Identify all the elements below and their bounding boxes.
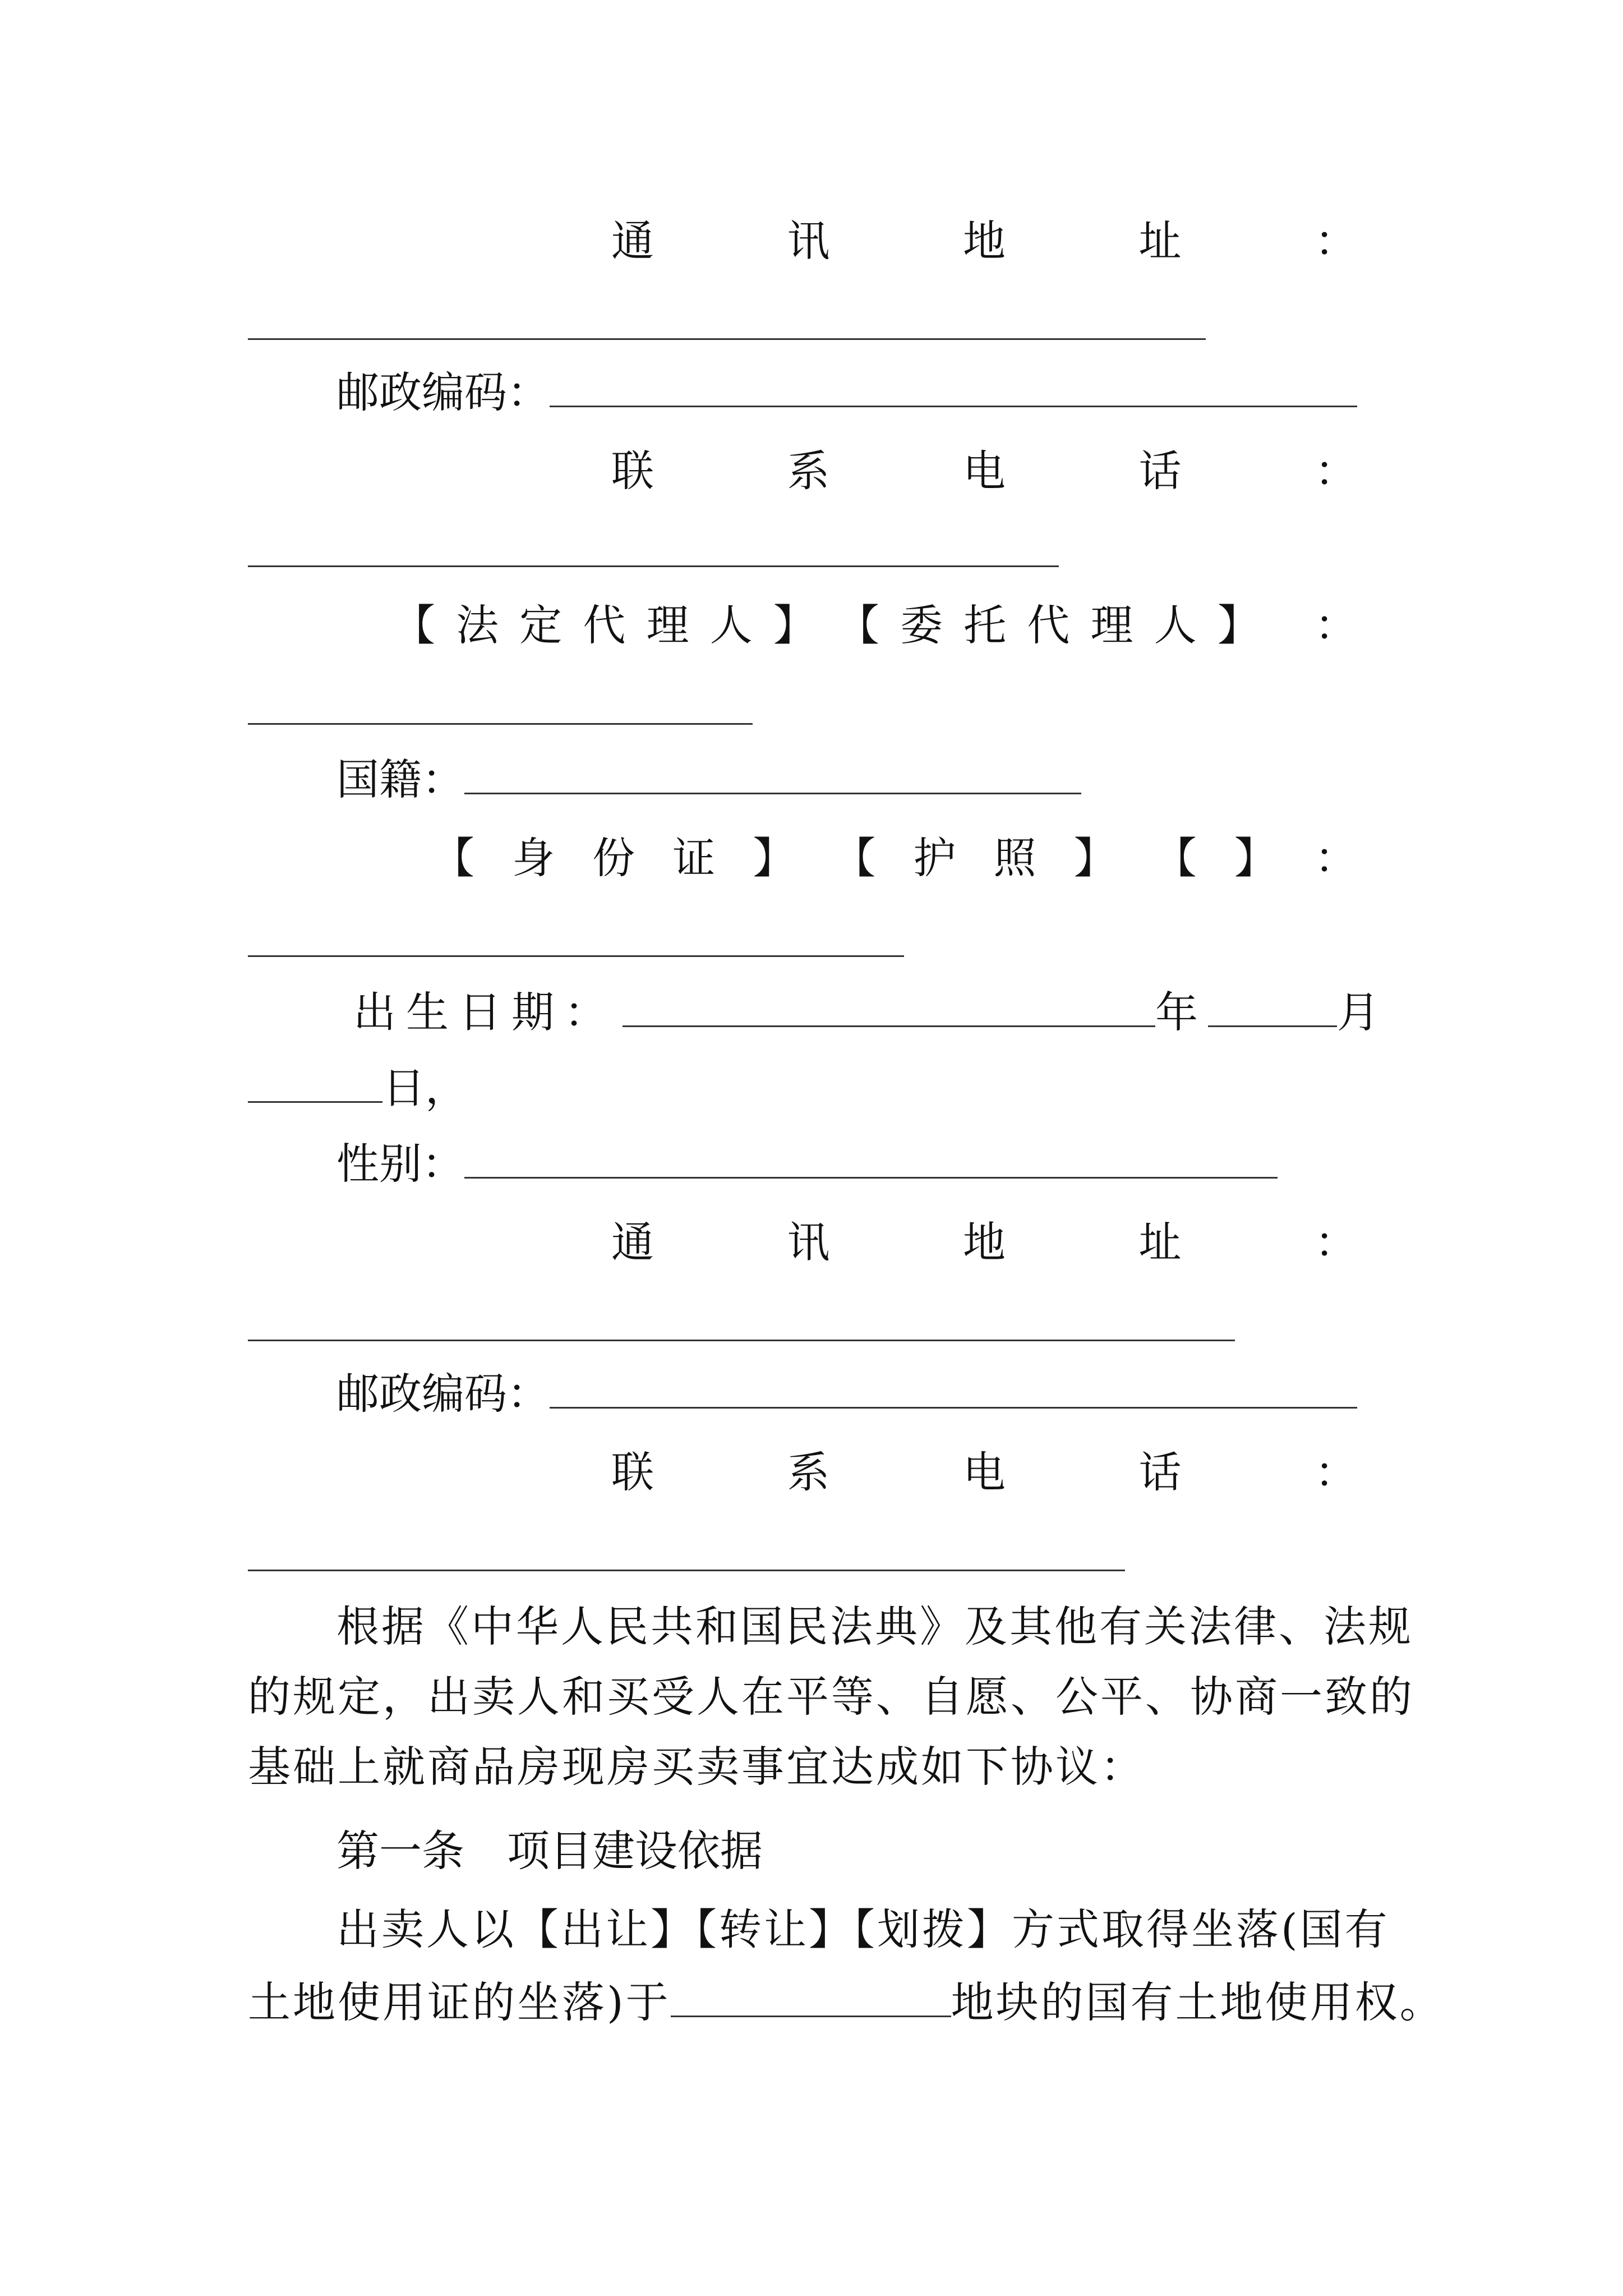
agent-address-blank[interactable] [248,1340,1235,1341]
seller-address-label [611,213,1357,269]
agent-postcode-blank[interactable] [550,1368,1357,1409]
char: ： [1315,1217,1357,1267]
agent-id-label [432,830,1357,886]
char: 】 [1234,833,1277,883]
char: 联 [611,1447,654,1497]
char: ： [1314,833,1357,883]
char: 讯 [787,1217,830,1267]
agent-nationality-blank[interactable] [464,753,1081,794]
agent-birth-year-blank[interactable] [623,986,1155,1027]
article-1-line-2 [248,1975,1445,2031]
char: ： [1315,1447,1357,1497]
agent-phone-label [611,1444,1357,1501]
agent-nationality-label: 国籍： [336,754,464,804]
char: 代 [583,600,626,650]
article-1-line-2-start: 土地使用证的坐落)于 [248,1977,671,2027]
char: 】 [1217,600,1260,650]
char: 系 [787,446,830,496]
seller-postcode-label: 邮政编码： [336,367,550,417]
char: 照 [993,833,1036,883]
preamble-line-2: 的规定，出卖人和买受人在平等、自愿、公平、协商一致的 [248,1672,1414,1722]
char: 身 [512,833,555,883]
agent-postcode-row [336,1366,1475,1422]
month-label: 月 [1337,987,1390,1037]
char: 理 [1090,600,1133,650]
agent-birth-row [353,984,1492,1041]
agent-gender-row [336,1136,1475,1192]
article-1-line-1: 出卖人以【出让】【转让】【划拨】方式取得坐落(国有 [336,1904,1390,1954]
agent-title [393,597,1357,654]
agent-gender-label: 性别： [336,1139,464,1189]
seller-postcode-blank[interactable] [550,366,1357,407]
char: 讯 [787,216,830,266]
agent-postcode-label: 邮政编码： [336,1369,550,1419]
char: ： [1315,446,1357,496]
char: 】 [753,833,796,883]
char: 【 [432,833,474,883]
char: 址 [1138,1217,1182,1267]
agent-address-label [611,1214,1357,1271]
char: 份 [592,833,635,883]
char: 址 [1138,216,1182,266]
char: 证 [672,833,716,883]
seller-phone-blank[interactable] [248,565,1059,567]
char: 】 [773,600,816,650]
agent-phone-blank[interactable] [248,1570,1125,1571]
seller-address-blank[interactable] [248,338,1206,340]
agent-nationality-row [336,752,1475,808]
year-label: 年 [1155,987,1208,1037]
seller-postcode-row [336,365,1475,421]
article-1-heading: 第一条 项目建设依据 [336,1826,763,1876]
char: 定 [519,600,562,650]
char: 通 [611,216,654,266]
agent-birth-day-blank[interactable] [248,1062,382,1103]
day-label: 日， [382,1063,468,1113]
char: ： [1314,600,1357,650]
char: 】 [1073,833,1117,883]
char: 联 [611,446,654,496]
char: 护 [913,833,956,883]
agent-name-blank[interactable] [248,723,753,725]
char: 人 [709,600,753,650]
char: 电 [963,1447,1006,1497]
char: 代 [1027,600,1070,650]
char: 托 [963,600,1007,650]
agent-id-blank[interactable] [248,955,904,957]
char: 话 [1138,446,1182,496]
char: 委 [900,600,943,650]
article-1-line-2-end: 地块的国有土地使用权。 [951,1977,1445,2027]
land-parcel-blank[interactable] [671,1976,951,2017]
agent-birth-month-blank[interactable] [1208,986,1337,1027]
agent-birth-day-row [248,1060,1386,1116]
char: 电 [963,446,1006,496]
char: 法 [456,600,499,650]
char: 【 [393,600,435,650]
char: 地 [963,216,1006,266]
char: 话 [1138,1447,1182,1497]
char: 系 [787,1447,830,1497]
agent-gender-blank[interactable] [464,1138,1278,1179]
char: 【 [836,600,879,650]
agent-birth-label: 出生日期： [353,987,617,1037]
char: 人 [1154,600,1197,650]
char: 地 [963,1217,1006,1267]
char: 通 [611,1217,654,1267]
char: 【 [833,833,876,883]
preamble-line-3: 基础上就商品房现房买卖事宜达成如下协议： [248,1742,1145,1792]
char: 【 [1154,833,1197,883]
seller-phone-label [611,443,1357,499]
char: ： [1315,216,1357,266]
char: 理 [646,600,689,650]
preamble-line-1: 根据《中华人民共和国民法典》及其他有关法律、法规 [336,1602,1413,1651]
